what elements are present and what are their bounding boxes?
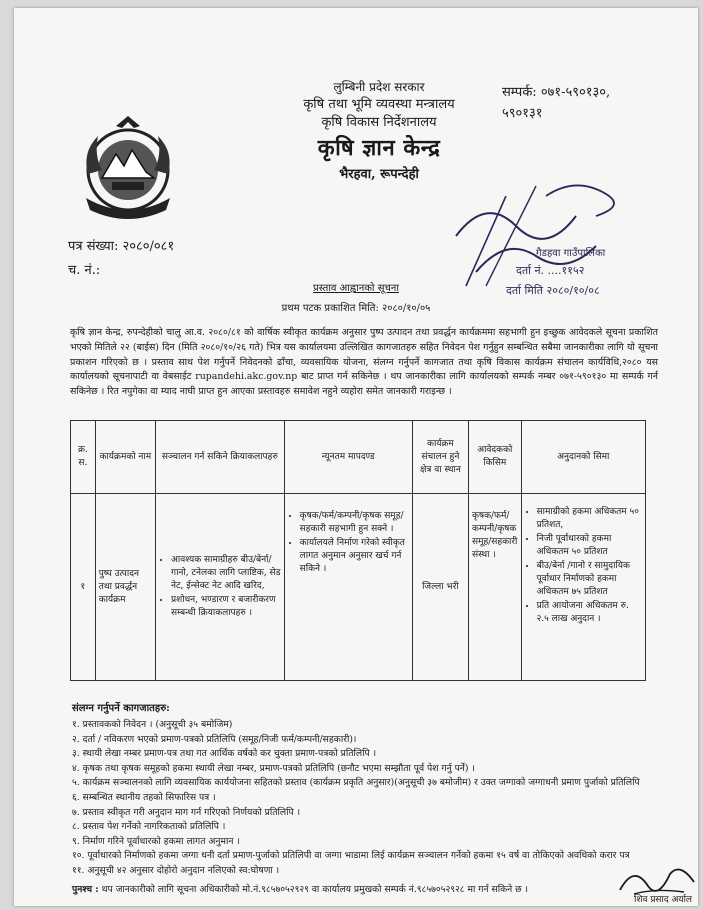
list-item: १. प्रस्तावकको निवेदन । (अनुसूची ३५ बमोजिम) — [72, 719, 233, 730]
notice-subject: प्रस्ताव आह्वानको सूचना — [313, 283, 399, 294]
col-header-applicant: आवेदकको किसिम — [468, 421, 521, 494]
stamp-reg-no: दर्ता नं. ....११५२ — [516, 264, 585, 277]
notice-body: कृषि ज्ञान केन्द्र, रुपन्देहीको चालु आ.व. २०८०/८१ को वार्षिक स्वीकृत कार्यक्रम अनुसार पुष्प उत्पादन तथा प्रवर्द्धन कार्यक्रममा सहभागी हुन इच्छुक आवेदकले सूचना प्रकाशित भएको मितिले २२ (बाईस) दिन (मिति २०८०/१०/२६ गते) भित्र यस कार्यालयमा उल्लिखित कागजातहरु सहित निवेदन पेश गर्नुहुन सम्बन्धित सबैमा जानकारीका लागि यो सूचना प्रकाशन गरिएको छ । प्रस्ताव साथ पेश गर्नुपर्ने निवेदनको ढाँचा, व्यवसायिक योजना, संलग्न गर्नुपर्ने कागजात तथा कृषि विकास कार्यक्रम संचालन कार्यविधि,२०८० यस कार्यालयको सूचनापाटी वा वेबसाईट rupandehi.akc.gov.np बाट प्राप्त गर्न सकिनेछ । थप जानकारीका लागि कार्यालयको सम्पर्क नम्बर ०७१-५९०१३० मा सम्पर्क गर्न सकिनेछ । रित नपुगेका वा म्याद नाघी प्राप्त हुन आएका प्रस्तावहरु समावेश नहुने व्यहोरा समेत जानकारी गराइन्छ । — [70, 327, 658, 398]
list-item: • आवश्यक सामाग्रीहरु बीउ/बेर्ना/गानो, टनेलका लागि प्लाष्टिक, सेड नेट, ईन्सेक्ट नेट आदि खरिद, — [171, 554, 281, 593]
list-item: • कार्यालयले निर्माण गरेको स्वीकृत लागत अनुमान अनुसार खर्च गर्न सकिने । — [300, 537, 409, 576]
letter-number: पत्र संख्या: २०८०/०८१ — [68, 239, 175, 254]
col-header-area: कार्यक्रम संचालन हुने क्षेत्र वा स्थान — [412, 421, 468, 494]
col-header-criteria: न्यूनतम मापदण्ड — [284, 421, 412, 494]
list-item: ११. अनुसूची ४२ अनुसार दोहोरो अनुदान नलिएको स्व:घोषणा । — [72, 864, 280, 876]
list-item: ७. प्रस्ताव स्वीकृत गरी अनुदान माग गर्न गरिएको निर्णयको प्रतिलिपि । — [72, 806, 301, 818]
contact-block — [502, 82, 662, 124]
list-item: ३. स्थायी लेखा नम्बर प्रमाण-पत्र तथा गत आर्थिक वर्षको कर चुक्ता प्रमाण-पत्रको प्रतिलिपि । — [72, 748, 377, 760]
cell-applicant — [468, 494, 521, 681]
table-row — [71, 494, 646, 681]
publish-date: प्रथम पटक प्रकाशित मिति: २०८०/१०/०५ — [281, 303, 431, 314]
directorate-name: कृषि विकास निर्देशनालय — [321, 115, 437, 130]
cell-criteria — [284, 494, 412, 681]
list-item: • निजी पूर्वाधारको हकमा अधिकतम ५० प्रतिशत — [537, 533, 642, 559]
col-header-activities: सञ्चालन गर्न सकिने क्रियाकलापहरु — [156, 421, 285, 494]
footer-note — [72, 882, 632, 895]
col-header-program: कार्यक्रमको नाम — [95, 421, 155, 494]
col-header-sn: क्र. स. — [71, 421, 96, 494]
applicant-text: कृषक/फर्म/कम्पनी/कृषक समूह/सहकारी संस्था । — [471, 511, 518, 560]
notice-page — [14, 8, 698, 906]
footer-text: थप जानकारीको लागि सूचना अधिकारीको मो.नं.९८५७०५२९२९ वा कार्यालय प्रमुखको सम्पर्क नं.९८५७०५२९२८ मा गर्न सकिने छ । — [101, 884, 528, 895]
dispatch-number: च. नं.: — [68, 263, 101, 278]
cell-area: जिल्ला भरी — [412, 494, 468, 681]
list-item: १०. पूर्वाधारको निर्माणको हकमा जग्गा धनी दर्ता प्रमाण-पुर्जाको प्रतिलिपी वा जग्गा भाडामा लिई कार्यक्रम सञ्चालन गर्नेको हकमा १५ वर्ष वा तोकिएको अवधिको करार पत्र — [72, 850, 630, 862]
list-item: • कृषक/फर्म/कम्पनी/कृषक समूह/सहकारी सहभागी हुन सक्ने । — [300, 510, 409, 536]
list-item: ९. निर्माण गरिने पूर्वाधारको हकमा लागत अनुमान । — [72, 835, 240, 847]
nepal-emblem-icon — [72, 112, 184, 224]
cell-sn: १ — [71, 494, 96, 681]
list-item: ६. सम्बन्धित स्थानीय तहको सिफारिस पत्र । — [72, 791, 216, 803]
province-name: लुम्बिनी प्रदेश सरकार — [333, 80, 425, 94]
cell-program: पुष्प उत्पादन तथा प्रवर्द्धन कार्यक्रम — [95, 494, 155, 681]
contact-line: ५९०१३१ — [502, 106, 543, 121]
program-table — [70, 420, 646, 681]
list-item: ५. कार्यक्रम सञ्चालनको लागि व्यवसायिक कार्ययोजना सहितको प्रस्ताव (कार्यक्रम प्रकृति अनुसार)(अनुसूची ३७ बमोजीम) र उक्त जग्गाको जग्गाधनी प्रमाण पुर्जाको प्रतिलिपि — [72, 777, 640, 789]
documents-title: संलग्न गर्नुपर्ने कागजातहरु: — [72, 703, 170, 714]
signatory-name: शिव प्रसाद अर्याल — [634, 895, 693, 905]
cell-limit — [521, 494, 645, 681]
footer-label: पुनश्च : — [72, 884, 99, 895]
stamp-reg-date: दर्ता मिति २०८०/१०/०८ — [506, 284, 600, 297]
list-item: • प्रशोधन, भण्डारण र बजारीकरण सम्बन्धी क्रियाकलापहरु । — [171, 594, 281, 620]
table-header-row — [71, 421, 646, 494]
list-item: • सामाग्रीको हकमा अधिकतम ५० प्रतिशत, — [537, 506, 642, 532]
list-item: २. दर्ता / नविकरण भएको प्रमाण-पत्रको प्रतिलिपि (समूह/निजी फर्म/कम्पनी/सहकारी)। — [72, 733, 357, 745]
office-location: भैरहवा, रूपन्देही — [339, 167, 419, 182]
contact-line: सम्पर्क: ०७१-५९०१३०, — [502, 85, 611, 100]
list-item: • प्रति आयोजना अधिकतम रु. २.५ लाख अनुदान । — [537, 600, 642, 626]
list-item: ४. कृषक तथा कृषक समूहको हकमा स्थायी लेखा नम्बर, प्रमाण-पत्रको प्रतिलिपि (छनौट भएमा सम्झौता पूर्व पेश गर्नु पर्ने) । — [72, 762, 475, 774]
stamp-office: गैडहवा गाउँपालिका — [536, 248, 606, 259]
documents-list — [72, 718, 672, 879]
list-item: ८. प्रस्ताव पेश गर्नेको नागरिकताको प्रतिलिपि । — [72, 821, 226, 833]
col-header-limit: अनुदानको सिमा — [521, 421, 645, 494]
office-title: कृषि ज्ञान केन्द्र — [317, 135, 441, 161]
list-item: • बीउ/बेर्ना /गानो र सामुदायिक पूर्वाधार निर्माणको हकमा अधिकतम ७५ प्रतिशत — [537, 560, 642, 599]
cell-activities — [156, 494, 285, 681]
ministry-name: कृषि तथा भूमि व्यवस्था मन्त्रालय — [303, 97, 455, 112]
